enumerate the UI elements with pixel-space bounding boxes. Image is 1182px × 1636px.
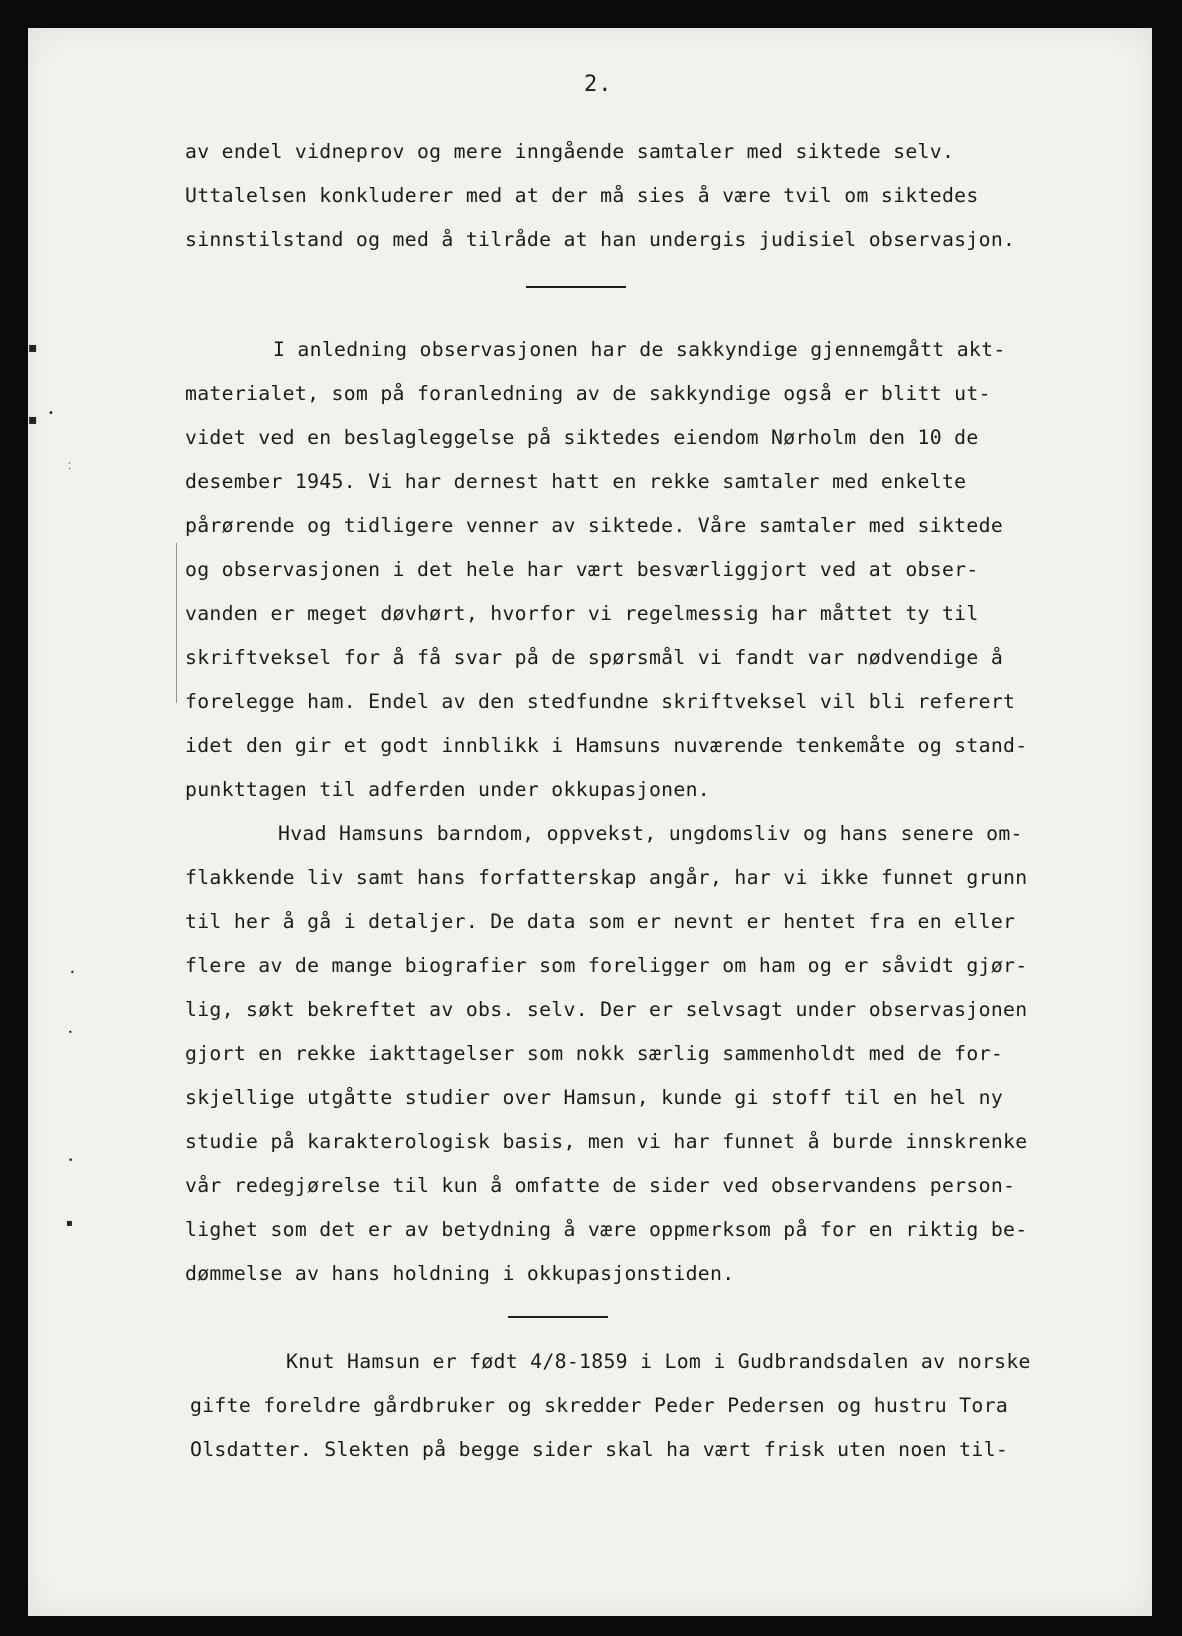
document-page — [28, 28, 1152, 1616]
text-line: Hvad Hamsuns barndom, oppvekst, ungdomsliv og hans senere om- — [278, 822, 1023, 845]
text-line: materialet, som på foranledning av de sakkyndige også er blitt ut- — [185, 382, 991, 405]
section-divider — [508, 1316, 608, 1318]
text-line: punkttagen til adferden under okkupasjonen. — [185, 778, 711, 801]
text-line: flere av de mange biografier som foreligger om ham og er såvidt gjør- — [185, 954, 1028, 977]
text-line: lig, søkt bekreftet av obs. selv. Der er selvsagt under observasjonen — [185, 998, 1028, 1021]
text-line: sinnstilstand og med å tilråde at han undergis judisiel observasjon. — [185, 228, 1016, 251]
margin-dot-mark: • — [70, 968, 75, 977]
margin-line — [176, 543, 177, 703]
text-line: dømmelse av hans holdning i okkupasjonstiden. — [185, 1262, 735, 1285]
margin-dot-mark: • — [48, 408, 54, 419]
text-line: lighet som det er av betydning å være oppmerksom på for en riktig be- — [185, 1218, 1028, 1241]
margin-dot-mark: ▪ — [28, 412, 38, 428]
page-number: 2. — [584, 72, 613, 97]
text-line: flakkende liv samt hans forfatterskap angår, har vi ikke funnet grunn — [185, 866, 1028, 889]
text-line: videt ved en beslagleggelse på siktedes eiendom Nørholm den 10 de — [185, 426, 979, 449]
section-divider — [526, 286, 626, 288]
text-line: vanden er meget døvhørt, hvorfor vi regelmessig har måttet ty til — [185, 602, 979, 625]
margin-dot-mark: ▪ — [66, 1218, 73, 1229]
text-line: til her å gå i detaljer. De data som er nevnt er hentet fra en eller — [185, 910, 1016, 933]
text-line: gjort en rekke iakttagelser som nokk særlig sammenholdt med de for- — [185, 1042, 1004, 1065]
text-line: desember 1945. Vi har dernest hatt en rekke samtaler med enkelte — [185, 470, 967, 493]
margin-dot-mark: ⁚ — [68, 462, 71, 472]
text-line: vår redegjørelse til kun å omfatte de sider ved observandens person- — [185, 1174, 1016, 1197]
text-line: gifte foreldre gårdbruker og skredder Peder Pedersen og hustru Tora — [190, 1394, 1009, 1417]
margin-dot-mark: • — [68, 1156, 74, 1166]
text-line: Uttalelsen konkluderer med at der må sies å være tvil om siktedes — [185, 184, 979, 207]
text-line: skjellige utgåtte studier over Hamsun, kunde gi stoff til en hel ny — [185, 1086, 1004, 1109]
text-line: Olsdatter. Slekten på begge sider skal ha vært frisk uten noen til- — [190, 1438, 1009, 1461]
text-line: og observasjonen i det hele har vært besværliggjort ved at obser- — [185, 558, 979, 581]
margin-dot-mark: • — [68, 1028, 73, 1037]
text-line: av endel vidneprov og mere inngående samtaler med siktede selv. — [185, 140, 955, 163]
text-line: Knut Hamsun er født 4/8-1859 i Lom i Gudbrandsdalen av norske — [286, 1350, 1031, 1373]
text-line: forelegge ham. Endel av den stedfundne skriftveksel vil bli referert — [185, 690, 1016, 713]
margin-dot-mark: ▪ — [28, 340, 38, 356]
text-line: idet den gir et godt innblikk i Hamsuns nuværende tenkemåte og stand- — [185, 734, 1028, 757]
text-line: studie på karakterologisk basis, men vi har funnet å burde innskrenke — [185, 1130, 1028, 1153]
text-line: I anledning observasjonen har de sakkyndige gjennemgått akt- — [273, 338, 1006, 361]
text-line: skriftveksel for å få svar på de spørsmål vi fandt var nødvendige å — [185, 646, 1004, 669]
text-line: pårørende og tidligere venner av siktede. Våre samtaler med siktede — [185, 514, 1004, 537]
